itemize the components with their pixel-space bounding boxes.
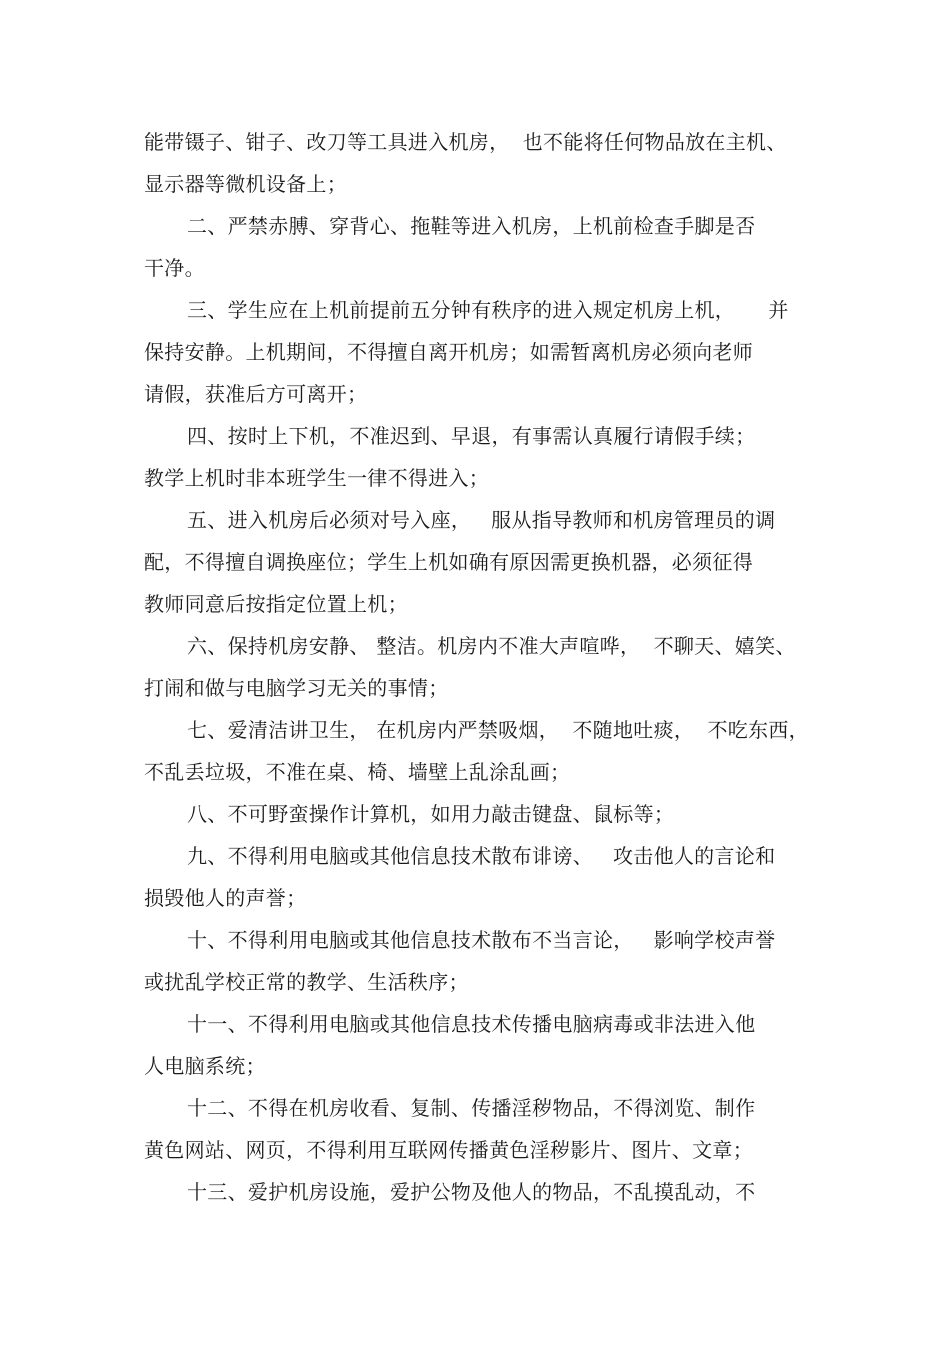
text-line: 十三、爱护机房设施，爱护公物及他人的物品，不乱摸乱动，不 (187, 1180, 756, 1204)
text-line: 三、学生应在上机前提前五分钟有秩序的进入规定机房上机， 并 (187, 298, 789, 322)
text-line: 损毁他人的声誉； (144, 886, 307, 910)
text-line: 打闹和做与电脑学习无关的事情； (144, 676, 449, 700)
text-line: 保持安静。上机期间，不得擅自离开机房；如需暂离机房必须向老师 (144, 340, 753, 364)
text-line: 显示器等微机设备上； (144, 172, 347, 196)
text-line: 二、严禁赤膊、穿背心、拖鞋等进入机房，上机前检查手脚是否 (187, 214, 756, 238)
text-line: 四、按时上下机，不准迟到、早退，有事需认真履行请假手续； (187, 424, 756, 448)
text-line: 七、爱清洁讲卫生， 在机房内严禁吸烟， 不随地吐痰， 不吃东西， (187, 718, 809, 742)
text-line: 能带镊子、钳子、改刀等工具进入机房， 也不能将任何物品放在主机、 (144, 130, 787, 154)
text-line: 五、进入机房后必须对号入座， 服从指导教师和机房管理员的调 (187, 508, 776, 532)
text-line: 十一、不得利用电脑或其他信息技术传播电脑病毒或非法进入他 (187, 1012, 756, 1036)
text-line: 人电脑系统； (144, 1054, 266, 1078)
text-line: 黄色网站、网页，不得利用互联网传播黄色淫秽影片、图片、文章； (144, 1138, 753, 1162)
text-line: 或扰乱学校正常的教学、生活秩序； (144, 970, 469, 994)
text-line: 教学上机时非本班学生一律不得进入； (144, 466, 490, 490)
text-line: 八、不可野蛮操作计算机，如用力敲击键盘、鼠标等； (187, 802, 675, 826)
text-line: 配，不得擅自调换座位；学生上机如确有原因需更换机器，必须征得 (144, 550, 753, 574)
text-line: 九、不得利用电脑或其他信息技术散布诽谤、 攻击他人的言论和 (187, 844, 776, 868)
text-line: 不乱丢垃圾，不准在桌、椅、墙壁上乱涂乱画； (144, 760, 571, 784)
text-line: 十二、不得在机房收看、复制、传播淫秽物品，不得浏览、制作 (187, 1096, 756, 1120)
text-line: 六、保持机房安静、 整洁。机房内不准大声喧哗， 不聊天、嬉笑、 (187, 634, 796, 658)
text-line: 干净。 (144, 256, 205, 280)
text-line: 十、不得利用电脑或其他信息技术散布不当言论， 影响学校声誉 (187, 928, 776, 952)
text-line: 请假，获准后方可离开； (144, 382, 368, 406)
text-line: 教师同意后按指定位置上机； (144, 592, 408, 616)
